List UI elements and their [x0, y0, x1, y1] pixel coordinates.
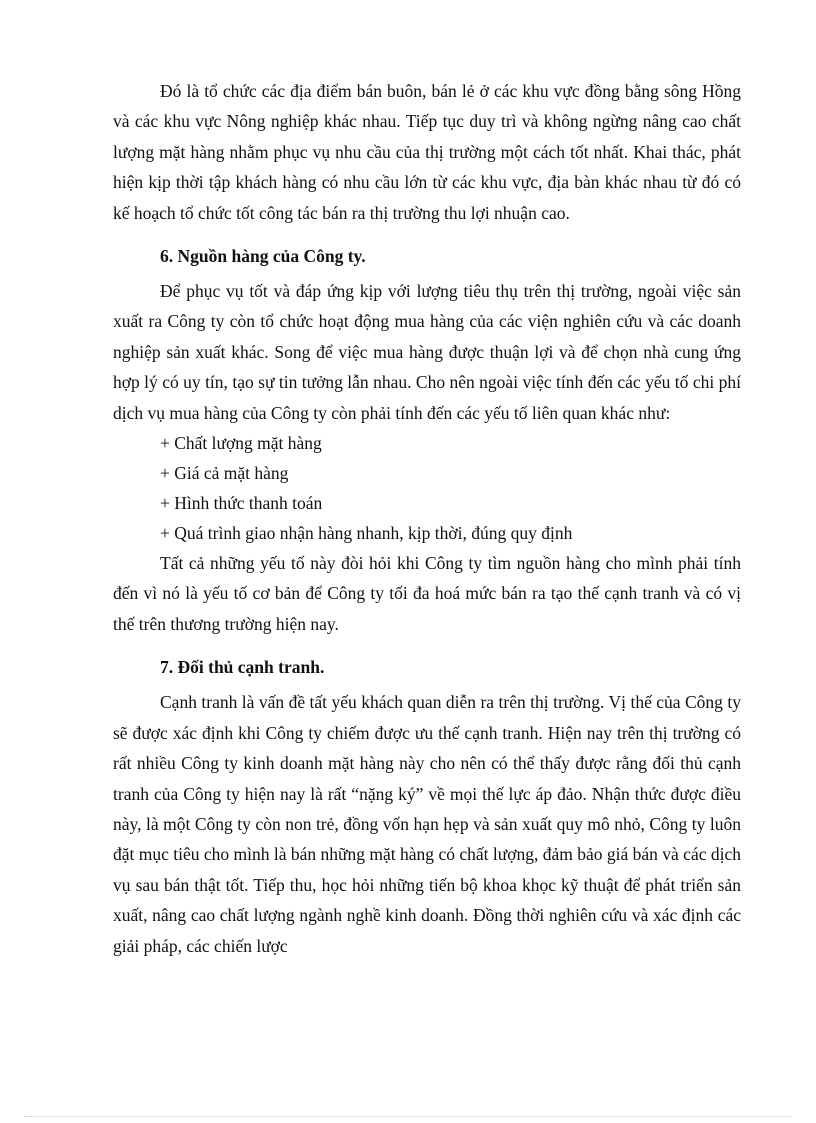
section-6-heading: 6. Nguồn hàng của Công ty. [160, 246, 366, 267]
document-page [113, 76, 741, 961]
list-item: + Chất lượng mặt hàng [160, 433, 322, 454]
section-6-paragraph: Để phục vụ tốt và đáp ứng kịp với lượng tiêu thụ trên thị trường, ngoài việc sản xuất ra Công ty còn tổ chức hoạt động mua hàng của các viện nghiên cứu và các doanh nghiệp sản xuất khác. Song để việc mua hàng được thuận lợi và để chọn nhà cung ứng hợp lý có uy tín, tạo sự tin tưởng lẫn nhau. Cho nên ngoài việc tính đến các yếu tố chi phí dịch vụ mua hàng của Công ty còn phải tính đến các yếu tố liên quan khác như: [113, 281, 741, 423]
criteria-list [113, 428, 741, 548]
section-6-closing-paragraph: Tất cả những yếu tố này đòi hỏi khi Công ty tìm nguồn hàng cho mình phải tính đến vì nó là yếu tố cơ bản để Công ty tối đa hoá mức bán ra tạo thế cạnh tranh và có vị thế trên thương trường hiện nay. [113, 553, 741, 634]
list-item: + Giá cả mặt hàng [160, 463, 289, 484]
spacer [113, 228, 741, 241]
section-7-heading: 7. Đối thủ cạnh tranh. [160, 657, 325, 678]
list-item: + Hình thức thanh toán [160, 493, 323, 514]
section-7-paragraph: Cạnh tranh là vấn đề tất yếu khách quan diễn ra trên thị trường. Vị thế của Công ty sẽ được xác định khi Công ty chiếm được ưu thế cạnh tranh. Hiện nay trên thị trường có rất nhiều Công ty kinh doanh mặt hàng này cho nên có thể thấy được rằng đối thủ cạnh tranh của Công ty hiện nay là rất “nặng ký” về mọi thế lực áp đảo. Nhận thức được điều này, là một Công ty còn non trẻ, đồng vốn hạn hẹp và sản xuất quy mô nhỏ, Công ty luôn đặt mục tiêu cho mình là bán những mặt hàng có chất lượng, đảm bảo giá bán và các dịch vụ sau bán thật tốt. Tiếp thu, học hỏi những tiến bộ khoa khọc kỹ thuật để phát triển sản xuất, nâng cao chất lượng ngành nghề kinh doanh. Đồng thời nghiên cứu và xác định các giải pháp, các chiến lược [113, 692, 741, 956]
page-bottom-rule [24, 1116, 792, 1117]
intro-paragraph: Đó là tổ chức các địa điểm bán buôn, bán lẻ ở các khu vực đồng bằng sông Hồng và các khu vực Nông nghiệp khác nhau. Tiếp tục duy trì và không ngừng nâng cao chất lượng mặt hàng nhằm phục vụ nhu cầu của thị trường một cách tốt nhất. Khai thác, phát hiện kịp thời tập khách hàng có nhu cầu lớn từ các khu vực, địa bàn khác nhau từ đó có kế hoạch tổ chức tốt công tác bán ra thị trường thu lợi nhuận cao. [113, 81, 741, 223]
list-item: + Quá trình giao nhận hàng nhanh, kịp thời, đúng quy định [160, 523, 573, 544]
spacer [113, 639, 741, 652]
